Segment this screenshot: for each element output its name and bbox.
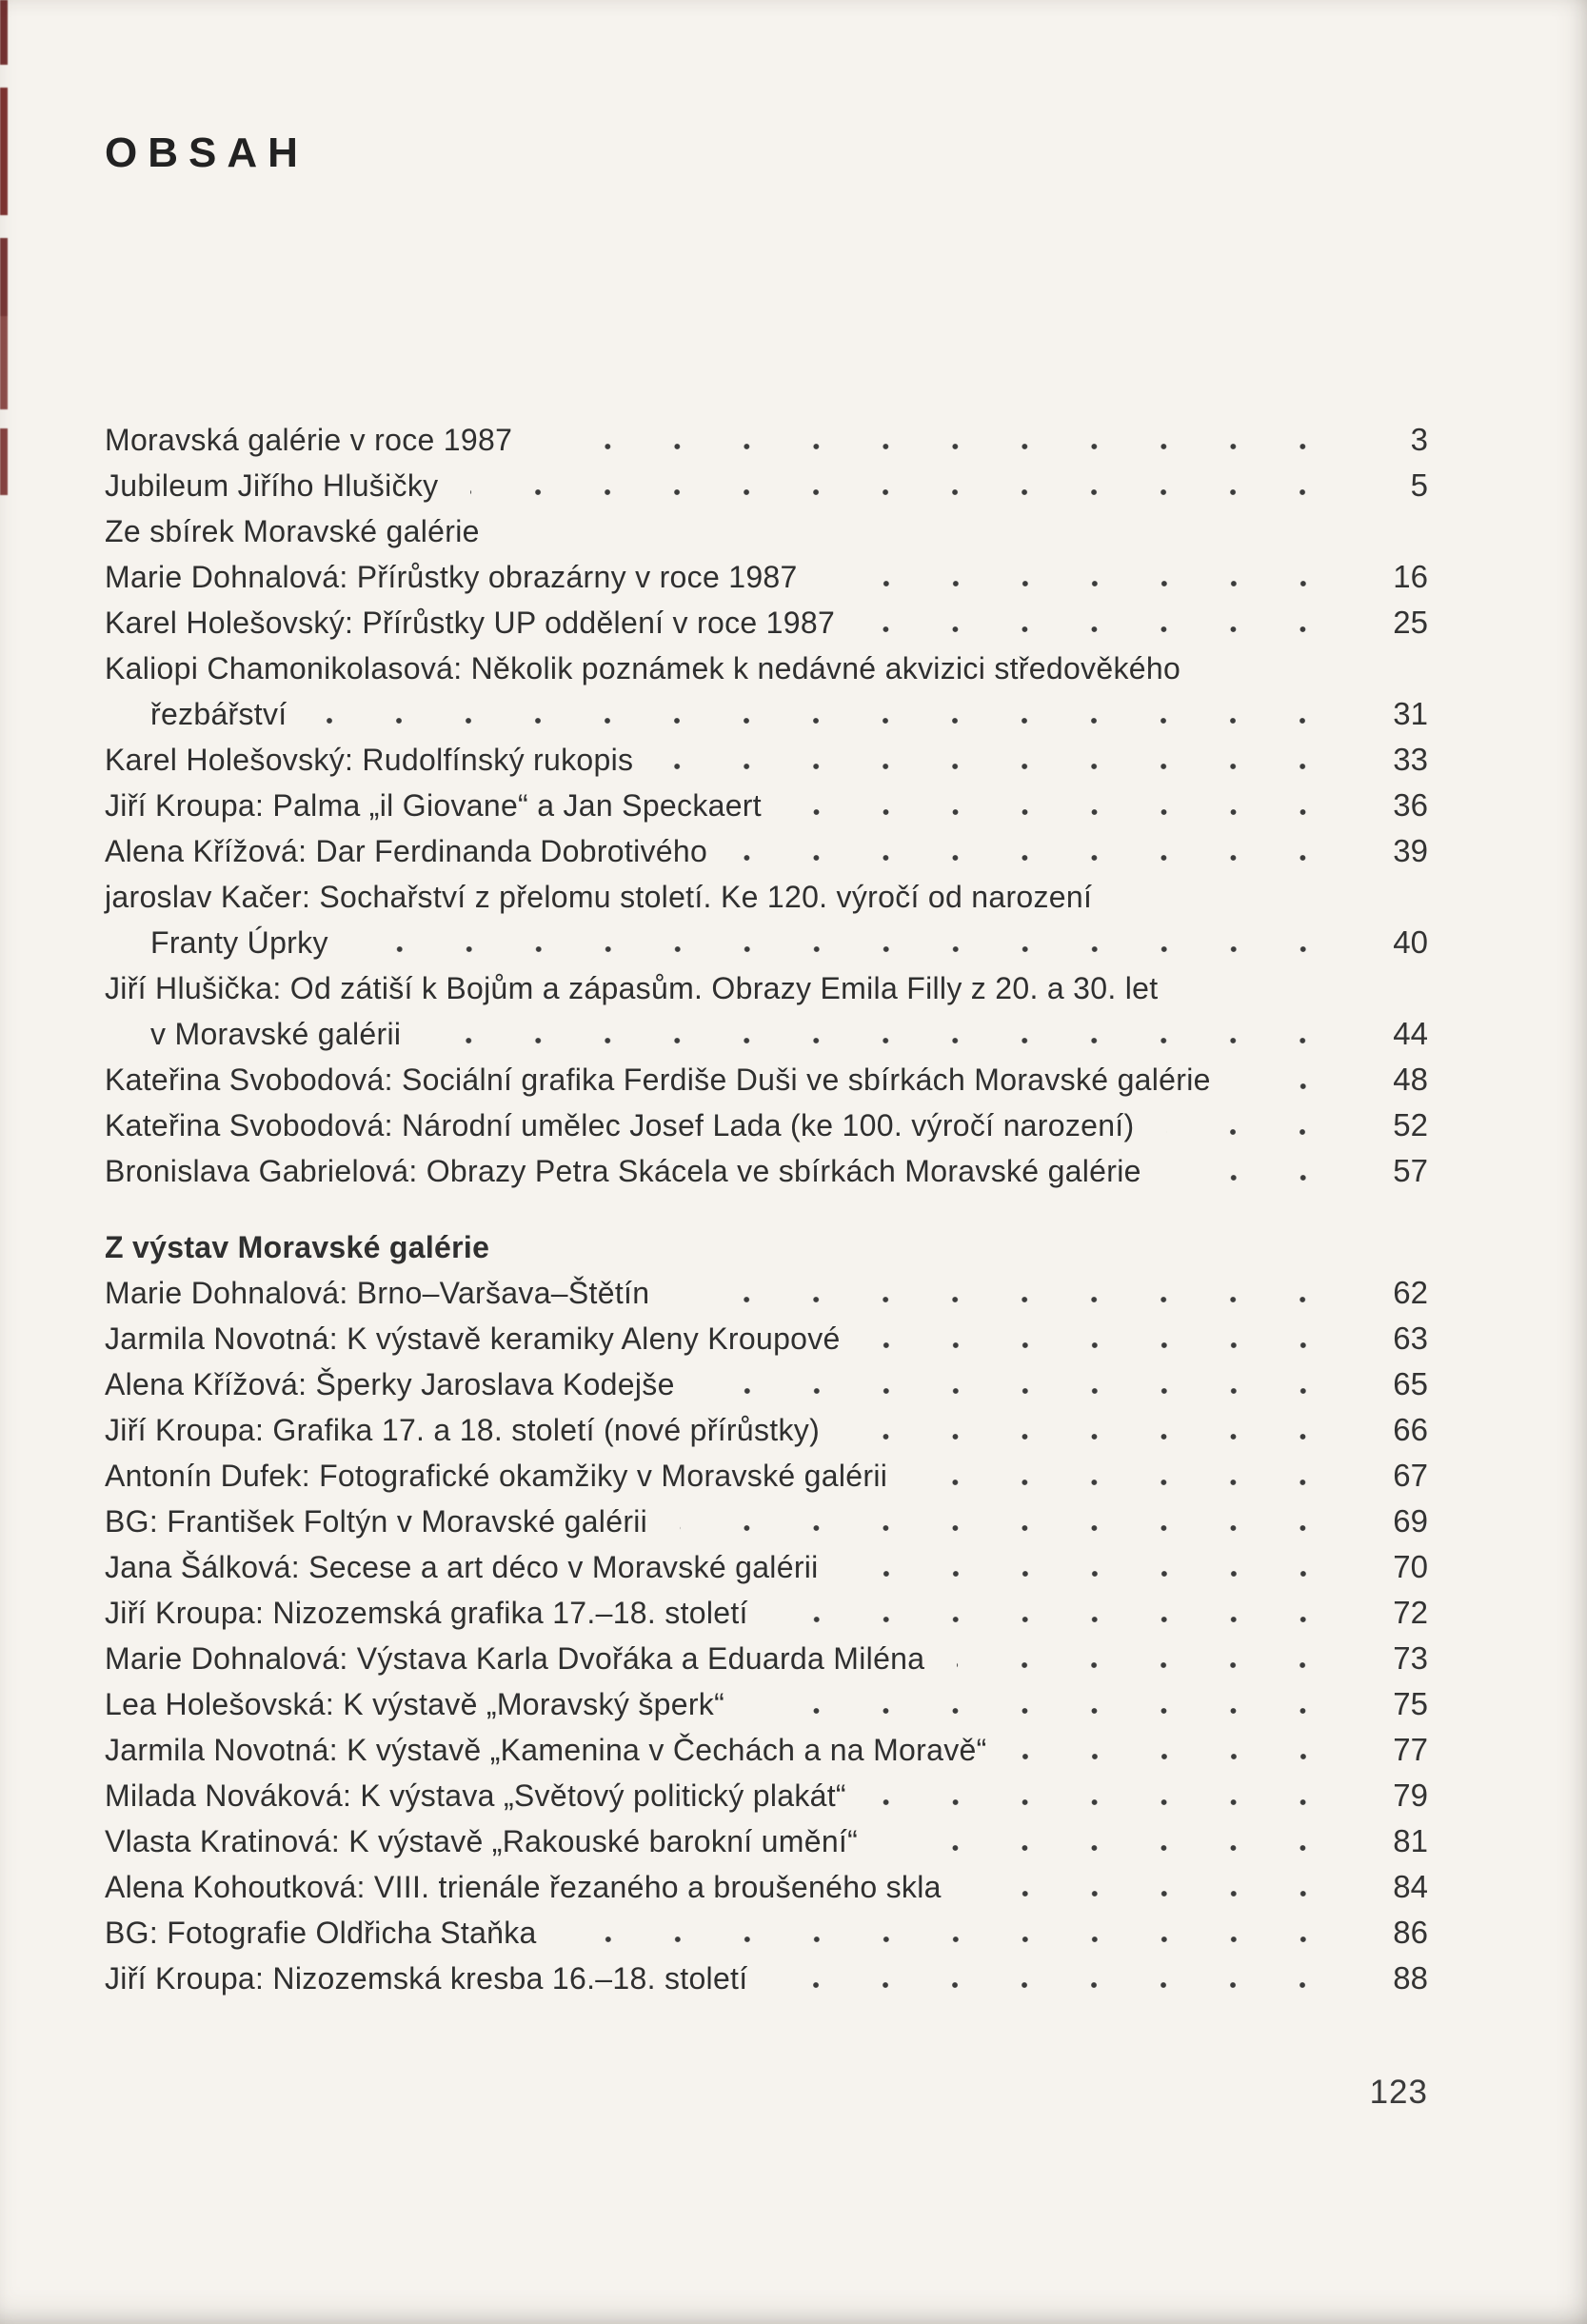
dot-leader — [780, 1981, 1338, 1989]
entry-text: Marie Dohnalová: Brno–Varšava–Štětín — [105, 1276, 650, 1310]
dot-leader — [361, 945, 1338, 953]
toc-entry — [105, 965, 1428, 1011]
toc-entry — [105, 828, 1428, 874]
entry-page-number: 69 — [1393, 1503, 1428, 1539]
entry-text: Jiří Kroupa: Nizozemská grafika 17.–18. století — [105, 1596, 748, 1630]
dot-leader — [1166, 1128, 1338, 1136]
entry-text: Jarmila Novotná: K výstavě „Kamenina v Čechách a na Moravě“ — [105, 1733, 987, 1767]
entry-page-number: 72 — [1393, 1595, 1428, 1630]
toc-entry — [105, 1864, 1428, 1910]
toc-entry — [105, 600, 1428, 646]
entry-page-number: 63 — [1393, 1321, 1428, 1356]
entry-page-number: 25 — [1393, 605, 1428, 640]
entry-page-number: 66 — [1393, 1412, 1428, 1447]
toc-entry-continuation — [105, 1011, 1428, 1057]
toc-entry — [105, 783, 1428, 828]
toc-entry — [105, 874, 1428, 920]
toc-entry — [105, 1681, 1428, 1727]
dot-leader — [867, 626, 1338, 633]
entry-continuation-text: Franty Úprky — [150, 925, 328, 960]
entry-page-number: 39 — [1393, 833, 1428, 868]
entry-text: Vlasta Kratinová: K výstavě „Rakouské barokní umění“ — [105, 1824, 859, 1858]
entry-text: Karel Holešovský: Rudolfínský rukopis — [105, 743, 634, 777]
entry-page-number: 36 — [1393, 787, 1428, 823]
dot-leader — [890, 1844, 1338, 1852]
dot-leader — [470, 488, 1338, 496]
dot-leader — [851, 1570, 1338, 1578]
table-of-contents — [105, 417, 1428, 2001]
dot-leader — [545, 443, 1338, 450]
entry-text: Jiří Kroupa: Palma „il Giovane“ a Jan Speckaert — [105, 788, 762, 823]
entry-page-number: 88 — [1393, 1960, 1428, 1996]
toc-entry — [105, 1102, 1428, 1148]
entry-text: Jarmila Novotná: K výstavě keramiky Aleny Kroupové — [105, 1321, 841, 1356]
entry-page-number: 81 — [1393, 1823, 1428, 1858]
toc-entry — [105, 1636, 1428, 1681]
entry-text: Moravská galérie v roce 1987 — [105, 423, 513, 457]
entry-text: Jiří Hlušička: Od zátiší k Bojům a zápasům. Obrazy Emila Filly z 20. a 30. let — [105, 971, 1159, 1005]
entry-text: jaroslav Kačer: Sochařství z přelomu století. Ke 120. výročí od narození — [105, 880, 1093, 914]
dot-leader — [433, 1037, 1338, 1044]
toc-entry — [105, 417, 1428, 463]
toc-entry-continuation — [105, 691, 1428, 737]
entry-page-number: 67 — [1393, 1458, 1428, 1493]
entry-page-number: 31 — [1393, 696, 1428, 731]
dot-leader — [974, 1890, 1338, 1897]
dot-leader — [665, 763, 1338, 770]
dot-leader — [1243, 1083, 1338, 1090]
entry-page-number: 84 — [1393, 1869, 1428, 1904]
dot-leader — [830, 580, 1338, 587]
entry-text: Marie Dohnalová: Výstava Karla Dvořáka a Eduarda Miléna — [105, 1641, 925, 1676]
entry-text: Alena Křížová: Šperky Jaroslava Kodejše — [105, 1367, 675, 1401]
entry-page-number: 70 — [1393, 1549, 1428, 1584]
toc-entry — [105, 1544, 1428, 1590]
scan-edge-marks — [0, 0, 8, 495]
dot-leader — [740, 854, 1338, 862]
toc-entry — [105, 1270, 1428, 1316]
entry-page-number: 52 — [1393, 1107, 1428, 1142]
entry-text: Marie Dohnalová: Přírůstky obrazárny v roce 1987 — [105, 560, 798, 594]
entry-page-number: 65 — [1393, 1366, 1428, 1401]
dot-leader — [957, 1661, 1338, 1669]
entry-page-number: 79 — [1393, 1778, 1428, 1813]
toc-entry — [105, 1057, 1428, 1102]
entry-page-number: 3 — [1410, 422, 1428, 457]
entry-text: Jiří Kroupa: Grafika 17. a 18. století (nové přírůstky) — [105, 1413, 821, 1447]
section-heading-text: Z výstav Moravské galérie — [105, 1230, 490, 1264]
entry-continuation-text: řezbářství — [150, 697, 288, 731]
entry-text: Alena Kohoutková: VIII. trienále řezaného a broušeného skla — [105, 1870, 942, 1904]
toc-entry — [105, 1499, 1428, 1544]
entry-continuation-text: v Moravské galérii — [150, 1017, 402, 1051]
dot-leader — [920, 1479, 1338, 1486]
entry-page-number: 86 — [1393, 1915, 1428, 1950]
dot-leader — [569, 1936, 1338, 1943]
entry-text: Lea Holešovská: K výstavě „Moravský šperk“ — [105, 1687, 725, 1721]
entry-page-number: 75 — [1393, 1686, 1428, 1721]
toc-entry — [105, 1956, 1428, 2001]
toc-entry — [105, 646, 1428, 691]
entry-text: Alena Křížová: Dar Ferdinanda Dobrotivého — [105, 834, 708, 868]
toc-entry — [105, 554, 1428, 600]
page-title: OBSAH — [105, 129, 308, 176]
dot-leader — [1020, 1753, 1338, 1760]
toc-entry — [105, 737, 1428, 783]
entry-text: Kateřina Svobodová: Národní umělec Josef Lada (ke 100. výročí narození) — [105, 1108, 1135, 1142]
toc-entry — [105, 1316, 1428, 1361]
section-heading — [105, 1224, 1428, 1270]
dot-leader — [852, 1433, 1338, 1440]
entry-text: BG: František Foltýn v Moravské galérii — [105, 1504, 648, 1539]
toc-entry — [105, 463, 1428, 508]
toc-entry — [105, 1361, 1428, 1407]
dot-leader — [1174, 1174, 1338, 1182]
toc-entry — [105, 1148, 1428, 1194]
entry-text: Jana Šálková: Secese a art déco v Moravské galérii — [105, 1550, 819, 1584]
entry-page-number: 57 — [1393, 1153, 1428, 1188]
entry-text: Ze sbírek Moravské galérie — [105, 514, 480, 548]
dot-leader — [680, 1524, 1338, 1532]
toc-entry-continuation — [105, 920, 1428, 965]
toc-entry — [105, 1910, 1428, 1956]
toc-entry — [105, 1727, 1428, 1773]
entry-page-number: 77 — [1393, 1732, 1428, 1767]
entry-page-number: 73 — [1393, 1640, 1428, 1676]
dot-leader — [707, 1387, 1338, 1395]
dot-leader — [794, 808, 1338, 816]
entry-text: Karel Holešovský: Přírůstky UP oddělení v roce 1987 — [105, 606, 836, 640]
dot-leader — [879, 1798, 1338, 1806]
dot-leader — [781, 1616, 1338, 1623]
toc-subheading — [105, 508, 1428, 554]
entry-page-number: 40 — [1393, 924, 1428, 960]
dot-leader — [757, 1707, 1338, 1715]
toc-entry — [105, 1453, 1428, 1499]
entry-text: BG: Fotografie Oldřicha Staňka — [105, 1916, 537, 1950]
entry-page-number: 16 — [1393, 559, 1428, 594]
entry-text: Kateřina Svobodová: Sociální grafika Ferdiše Duši ve sbírkách Moravské galérie — [105, 1063, 1211, 1097]
entry-text: Jiří Kroupa: Nizozemská kresba 16.–18. století — [105, 1961, 748, 1996]
entry-text: Antonín Dufek: Fotografické okamžiky v Moravské galérii — [105, 1459, 888, 1493]
entry-page-number: 48 — [1393, 1062, 1428, 1097]
dot-leader — [873, 1341, 1338, 1349]
folio-page-number: 123 — [1369, 2074, 1428, 2111]
toc-entry — [105, 1407, 1428, 1453]
entry-page-number: 33 — [1393, 742, 1428, 777]
entry-page-number: 44 — [1393, 1016, 1428, 1051]
toc-entry — [105, 1773, 1428, 1818]
entry-text: Milada Nováková: K výstava „Světový politický plakát“ — [105, 1778, 846, 1813]
toc-entry — [105, 1818, 1428, 1864]
entry-text: Kaliopi Chamonikolasová: Několik poznámek k nedávné akvizici středověkého — [105, 651, 1181, 685]
entry-page-number: 5 — [1410, 467, 1428, 503]
dot-leader — [682, 1296, 1338, 1303]
toc-entry — [105, 1590, 1428, 1636]
dot-leader — [319, 717, 1338, 725]
entry-text: Bronislava Gabrielová: Obrazy Petra Skácela ve sbírkách Moravské galérie — [105, 1154, 1141, 1188]
entry-text: Jubileum Jiřího Hlušičky — [105, 468, 439, 503]
entry-page-number: 62 — [1393, 1275, 1428, 1310]
